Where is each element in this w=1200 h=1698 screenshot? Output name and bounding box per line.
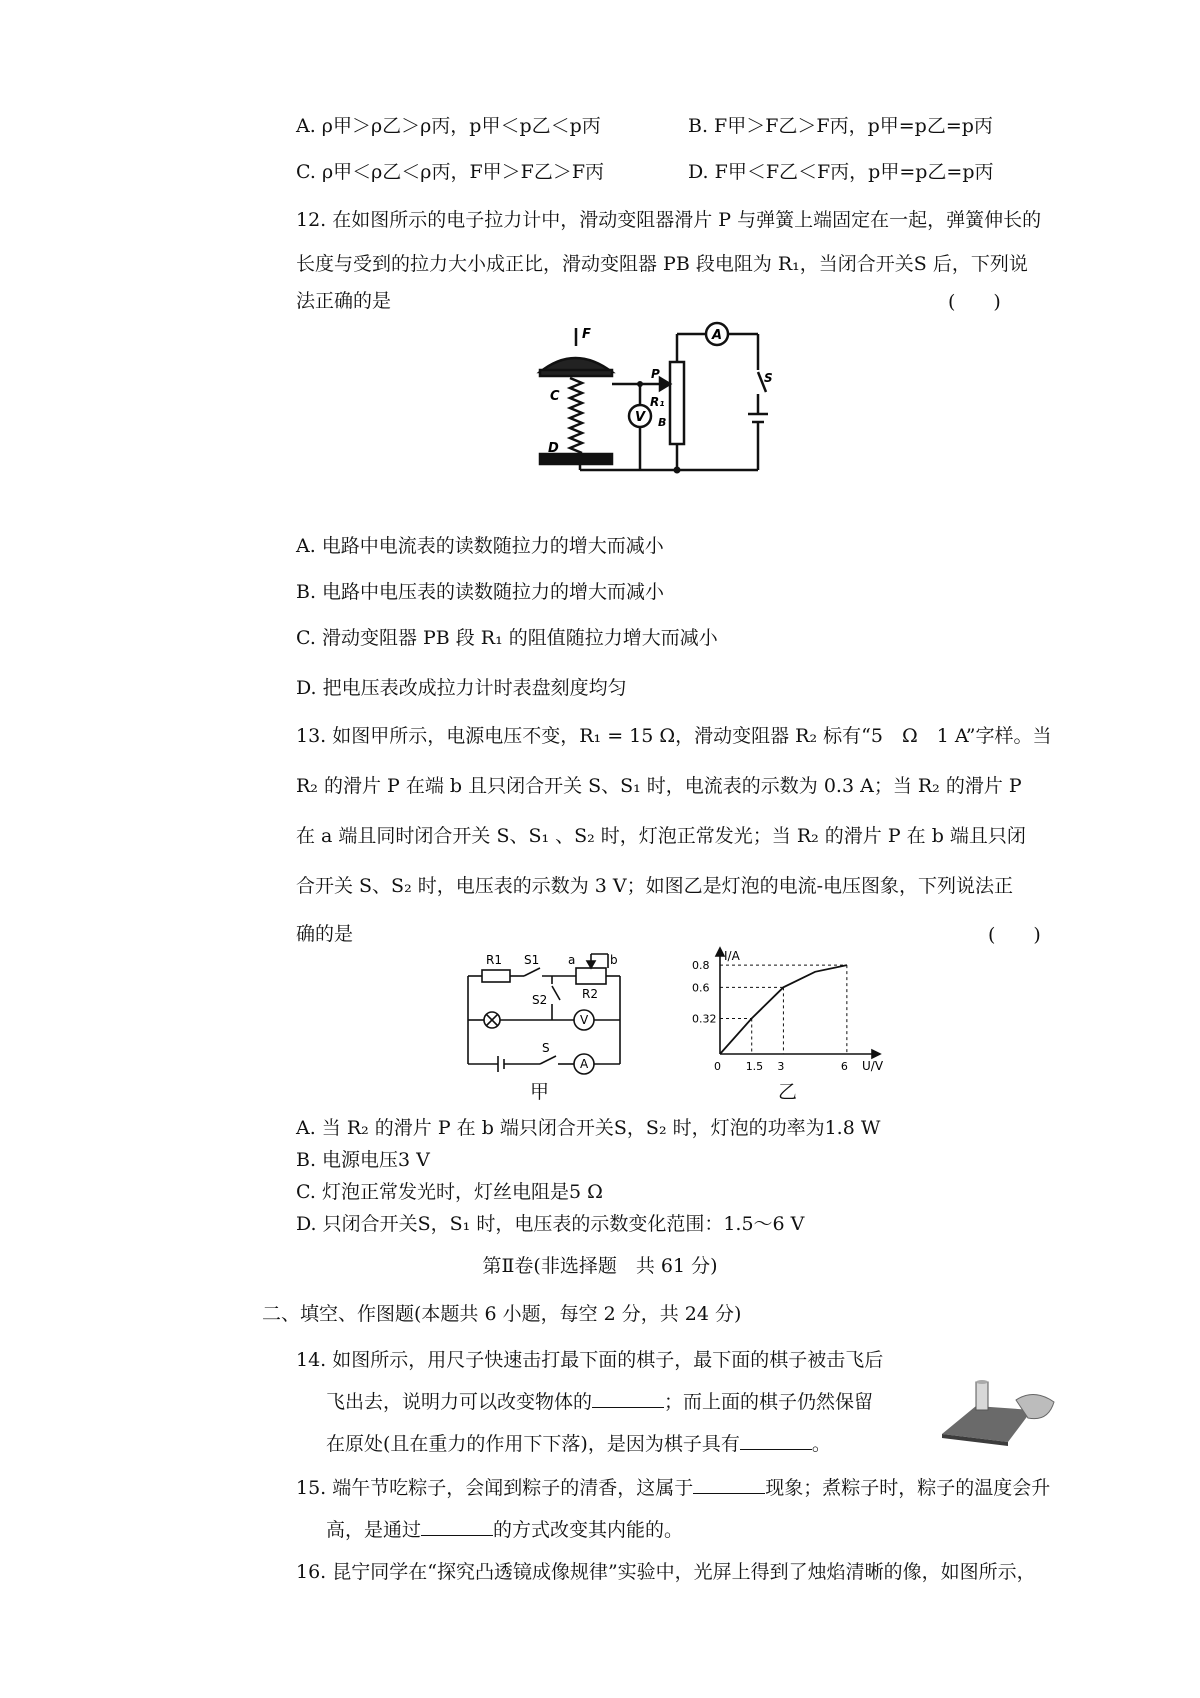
q14-line3-part1: 在原处(且在重力的作用下下落)，是因为棋子具有 [326, 1433, 740, 1455]
q12-label-a: A [712, 328, 723, 343]
x-tick-label: 0 [714, 1060, 721, 1073]
q13-label-s1: S1 [524, 953, 540, 967]
q13-label-a-meter: A [580, 1057, 589, 1071]
q12-tension-meter-circuit [530, 322, 773, 492]
q13-stem-line3: 在 a 端且同时闭合开关 S、S₁ 、S₂ 时，灯泡正常发光；当 R₂ 的滑片 P 在 b 端且只闭 [296, 825, 1026, 847]
q13-label-s: S [542, 1041, 550, 1055]
y-tick-label: 0.6 [692, 981, 710, 995]
q13-figure-label-yi: 乙 [778, 1081, 798, 1103]
q14-stem-line3 [326, 1430, 831, 1458]
q12-label-c: C [550, 389, 560, 404]
q15-blank-2[interactable] [421, 1517, 493, 1536]
q12-option-d: D. 把电压表改成拉力计时表盘刻度均匀 [296, 677, 627, 699]
q12-label-s: S [764, 371, 773, 385]
q13-iv-graph-yi [690, 946, 890, 1076]
x-tick-label: 3 [777, 1060, 785, 1073]
q13-label-b-end: b [610, 953, 618, 967]
q12-option-c: C. 滑动变阻器 PB 段 R₁ 的阻值随拉力增大而减小 [296, 627, 718, 649]
q11-option-d: D. F甲＜F乙＜F丙，p甲=p乙=p丙 [688, 161, 994, 183]
q13-label-r2: R2 [582, 987, 598, 1001]
q12-stem-line2: 长度与受到的拉力大小成正比，滑动变阻器 PB 段电阻为 R₁，当闭合开关S 后，下列说 [296, 253, 1028, 275]
y-tick-label: 0.32 [692, 1012, 717, 1026]
graph-ylabel: I/A [724, 949, 740, 963]
q15-stem-line1 [296, 1474, 1050, 1502]
q13-option-b: B. 电源电压3 V [296, 1149, 430, 1171]
q15-line1-part2: 现象；煮粽子时，粽子的温度会升 [765, 1477, 1051, 1499]
q13-figure-label-jia: 甲 [530, 1081, 550, 1103]
q13-option-c: C. 灯泡正常发光时，灯丝电阻是5 Ω [296, 1181, 603, 1203]
q15-stem-line2 [326, 1516, 683, 1544]
q14-stem-line2 [326, 1388, 873, 1416]
q15-line1-part1: 15. 端午节吃粽子，会闻到粽子的清香，这属于 [296, 1477, 694, 1499]
q11-option-a: A. ρ甲＞ρ乙＞ρ丙，p甲＜p乙＜p丙 [296, 115, 601, 137]
q13-circuit-jia [458, 948, 633, 1073]
q13-option-a: A. 当 R₂ 的滑片 P 在 b 端只闭合开关S，S₂ 时，灯泡的功率为1.8 W [296, 1117, 881, 1139]
q14-line2-part1: 飞出去，说明力可以改变物体的 [326, 1391, 593, 1413]
q13-label-r1: R1 [486, 953, 502, 967]
q11-option-b: B. F甲＞F乙＞F丙，p甲=p乙=p丙 [688, 115, 993, 137]
q12-label-b: B [658, 416, 667, 429]
q12-label-f: F [582, 327, 591, 342]
q13-stem-line1: 13. 如图甲所示，电源电压不变，R₁ = 15 Ω，滑动变阻器 R₂ 标有“5 Ω 1 A”字样。当 [296, 725, 1052, 747]
q14-blank-1[interactable] [592, 1389, 664, 1408]
q13-label-v: V [580, 1013, 589, 1027]
q14-stem-line1: 14. 如图所示，用尺子快速击打最下面的棋子，最下面的棋子被击飞后 [296, 1349, 884, 1371]
q13-stem-line5: 确的是 [296, 923, 354, 945]
q13-option-d: D. 只闭合开关S，S₁ 时，电压表的示数变化范围：1.5～6 V [296, 1213, 805, 1235]
q13-stem-line4: 合开关 S、S₂ 时，电压表的示数为 3 V；如图乙是灯泡的电流-电压图象，下列说法正 [296, 875, 1014, 897]
q12-stem-line3: 法正确的是 [296, 290, 392, 312]
iv-curve [720, 965, 847, 1054]
q12-stem-line1: 12. 在如图所示的电子拉力计中，滑动变阻器滑片 P 与弹簧上端固定在一起，弹簧伸长的 [296, 209, 1042, 231]
x-tick-label: 1.5 [745, 1060, 764, 1073]
q12-label-r1: R₁ [650, 395, 665, 409]
section-title: 第Ⅱ卷(非选择题 共 61 分) [482, 1255, 718, 1277]
q12-option-a: A. 电路中电流表的读数随拉力的增大而减小 [296, 535, 664, 557]
q12-answer-paren: ( ) [948, 291, 1001, 313]
q12-option-b: B. 电路中电压表的读数随拉力的增大而减小 [296, 581, 665, 603]
q12-label-d: D [548, 441, 559, 456]
q14-chess-stack-image [936, 1366, 1060, 1446]
q14-line3-part2: 。 [811, 1433, 831, 1455]
q14-blank-2[interactable] [740, 1431, 812, 1450]
q11-option-c: C. ρ甲＜ρ乙＜ρ丙，F甲＞F乙＞F丙 [296, 161, 604, 183]
x-tick-label: 6 [840, 1060, 848, 1073]
q13-label-s2: S2 [532, 993, 548, 1007]
q13-stem-line2: R₂ 的滑片 P 在端 b 且只闭合开关 S、S₁ 时，电流表的示数为 0.3 A；当 R₂ 的滑片 P [296, 775, 1022, 797]
q15-blank-1[interactable] [693, 1475, 765, 1494]
q15-line2-part2: 的方式改变其内能的。 [493, 1519, 684, 1541]
q12-label-p: P [651, 367, 660, 381]
q14-line2-part2: ；而上面的棋子仍然保留 [664, 1391, 874, 1413]
graph-xlabel: U/V [862, 1059, 884, 1073]
q13-label-a-end: a [568, 953, 576, 967]
y-tick-label: 0.8 [692, 959, 710, 973]
section-heading: 二、填空、作图题(本题共 6 小题，每空 2 分，共 24 分) [262, 1303, 742, 1325]
q16-stem-line1: 16. 昆宁同学在“探究凸透镜成像规律”实验中，光屏上得到了烛焰清晰的像，如图所示， [296, 1561, 1036, 1583]
q15-line2-part1: 高，是通过 [326, 1519, 422, 1541]
q12-label-v: V [635, 410, 646, 425]
q13-answer-paren: ( ) [988, 924, 1041, 946]
